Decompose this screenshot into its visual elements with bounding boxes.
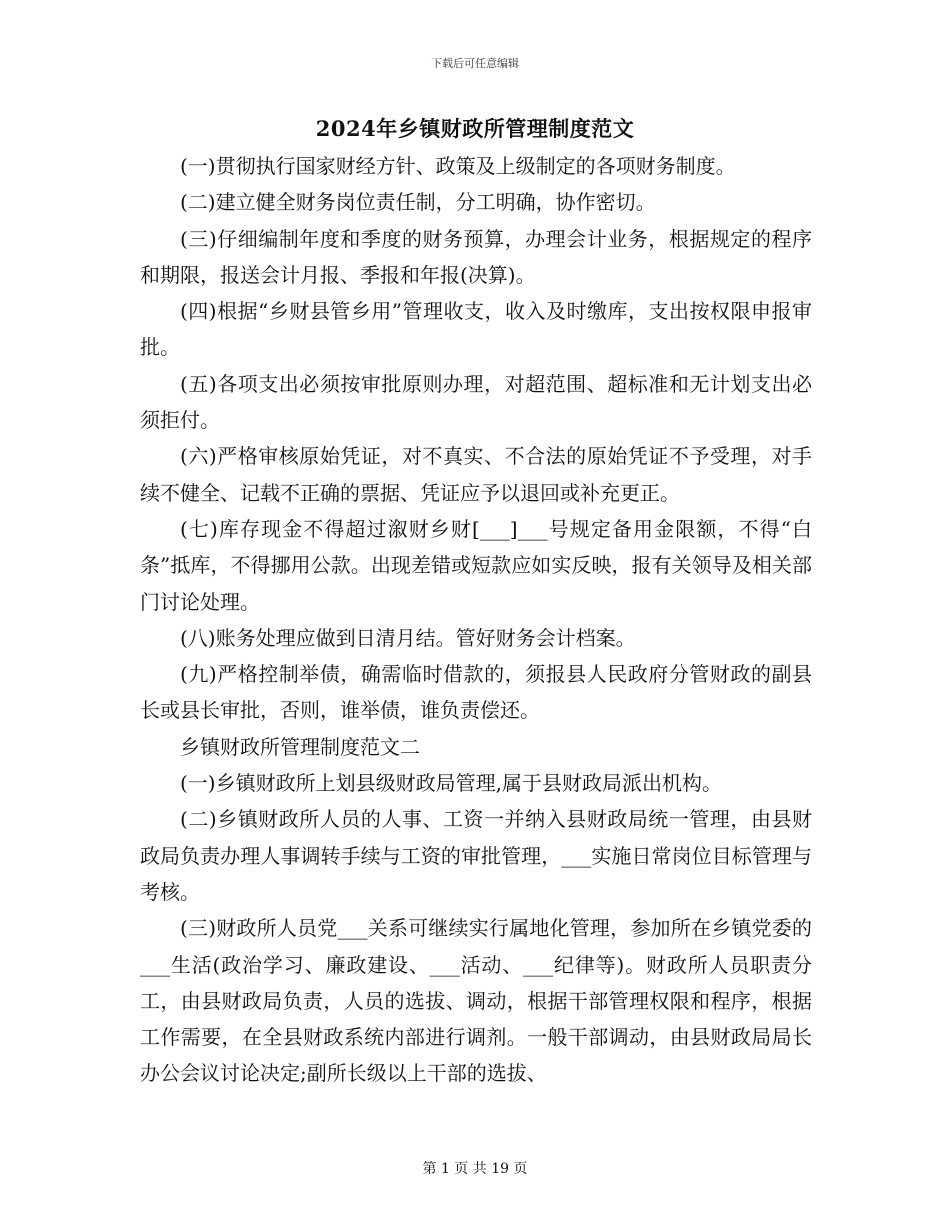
paragraph: (一)贯彻执行国家财经方针、政策及上级制定的各项财务制度。 xyxy=(180,154,736,178)
section-heading: 乡镇财政所管理制度范文二 xyxy=(180,734,420,759)
paragraph: (四)根据“乡财县管乡用”管理收支，收入及时缴库，支出按权限申报审批。 xyxy=(140,299,812,360)
paragraph: (六)严格审核原始凭证，对不真实、不合法的原始凭证不予受理，对手续不健全、记载不正确的票据、凭证应予以退回或补充更正。 xyxy=(140,444,812,505)
paragraph: (一)乡镇财政所上划县级财政局管理,属于县财政局派出机构。 xyxy=(180,771,722,796)
paragraph: (三)仔细编制年度和季度的财务预算，办理会计业务，根据规定的程序和期限，报送会计月报、季报和年报(决算)。 xyxy=(140,226,812,287)
paragraph: (二)乡镇财政所人员的人事、工资一并纳入县财政局统一管理，由县财政局负责办理人事调转手续与工资的审批管理，___实施日常岗位目标管理与考核。 xyxy=(140,807,812,904)
header-note: 下载后可任意编辑 xyxy=(431,57,519,70)
document-body xyxy=(140,148,812,1092)
paragraph: (三)财政所人员党___关系可继续实行属地化管理，参加所在乡镇党委的___生活(政治学习、廉政建设、___活动、___纪律等)。财政所人员职责分工，由县财政局负责，人员的选拔、调动，根据干部管理权限和程序，根据工作需要，在全县财政系统内部进行调剂。一般干部调动，由县财政局局长办公会议讨论决定;副所长级以上干部的选拔、 xyxy=(140,916,812,1086)
paragraph: (九)严格控制举债，确需临时借款的，须报县人民政府分管财政的副县长或县长审批，否则，谁举债，谁负责偿还。 xyxy=(140,662,812,723)
page-number-footer: 第 1 页 共 19 页 xyxy=(422,1161,528,1177)
paragraph: (八)账务处理应做到日清月结。管好财务会计档案。 xyxy=(180,625,636,650)
paragraph: (七)库存现金不得超过溆财乡财[___]___号规定备用金限额，不得“白条”抵库，不得挪用公款。出现差错或短款应如实反映，报有关领导及相关部门讨论处理。 xyxy=(140,516,812,614)
paragraph: (二)建立健全财务岗位责任制，分工明确，协作密切。 xyxy=(180,190,656,215)
paragraph: (五)各项支出必须按审批原则办理，对超范围、超标准和无计划支出必须拒付。 xyxy=(140,371,812,433)
document-title: 2024年乡镇财政所管理制度范文 xyxy=(315,116,635,141)
